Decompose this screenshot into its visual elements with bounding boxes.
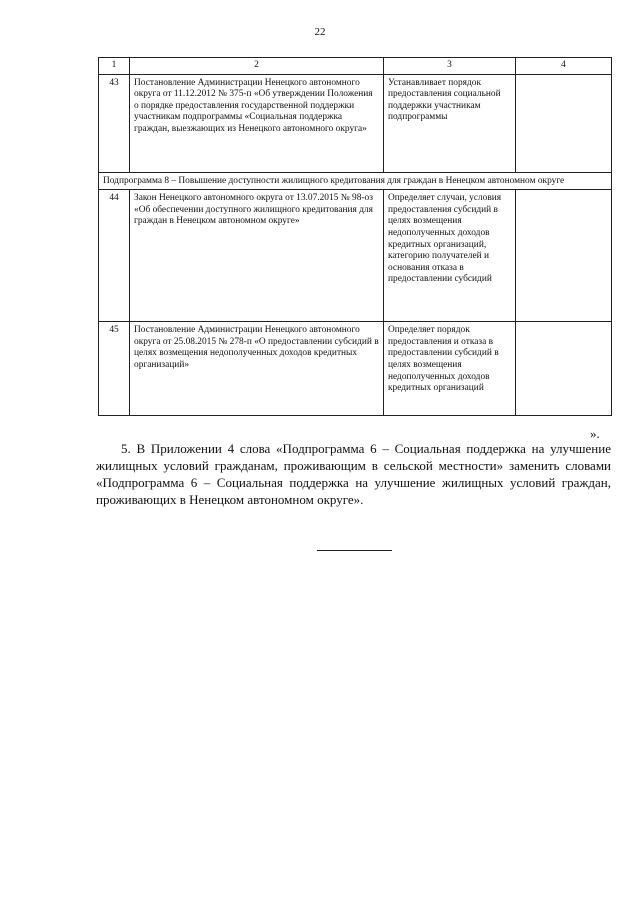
closing-quote: ».	[590, 426, 600, 441]
header-col-4: 4	[516, 58, 612, 75]
row-col4	[516, 322, 612, 416]
row-col4	[516, 190, 612, 322]
table-row	[99, 322, 612, 416]
table-header-row	[99, 58, 612, 75]
header-col-1: 1	[99, 58, 130, 75]
documents-table	[98, 57, 612, 416]
header-col-3: 3	[384, 58, 516, 75]
row-number: 44	[99, 190, 130, 322]
amendment-paragraph: 5. В Приложении 4 слова «Подпрограмма 6 – Социальная поддержка на улучшение жилищных условий гражданам, проживающим в сельской местности» заменить словами «Подпрограмма 6 – Социальная поддержка на улучшение жилищных условий граждан, проживающих в Ненецком автономном округе».	[96, 441, 611, 507]
page-number: 22	[314, 26, 326, 38]
header-col-2: 2	[130, 58, 384, 75]
separator-line	[317, 550, 392, 551]
table-row	[99, 190, 612, 322]
row-number: 43	[99, 74, 130, 172]
section-row	[99, 172, 612, 190]
row-col4	[516, 74, 612, 172]
row-purpose: Определяет порядок предоставления и отказа в предоставлении субсидий в целях возмещения недополученных доходов кредитных организаций	[384, 322, 516, 416]
row-number: 45	[99, 322, 130, 416]
row-purpose: Определяет случаи, условия предоставления субсидий в целях возмещения недополученных доходов кредитных организаций, категорию получателей и основания отказа в предоставлении субсидий	[384, 190, 516, 322]
row-document: Постановление Администрации Ненецкого автономного округа от 11.12.2012 № 375-п «Об утверждении Положения о порядке предоставления государственной поддержки участникам подпрограммы «Социальная поддержка граждан, выезжающих из Ненецкого автономного округа»	[130, 74, 384, 172]
row-purpose: Устанавливает порядок предоставления социальной поддержки участникам подпрограммы	[384, 74, 516, 172]
row-document: Постановление Администрации Ненецкого автономного округа от 25.08.2015 № 278-п «О предоставлении субсидий в целях возмещения недополученных доходов кредитных организаций»	[130, 322, 384, 416]
row-document: Закон Ненецкого автономного округа от 13.07.2015 № 98-оз «Об обеспечении доступного жилищного кредитования для граждан в Ненецком автономном округе»	[130, 190, 384, 322]
section-title: Подпрограмма 8 – Повышение доступности жилищного кредитования для граждан в Ненецком автономном округе	[99, 172, 612, 190]
table-row	[99, 74, 612, 172]
